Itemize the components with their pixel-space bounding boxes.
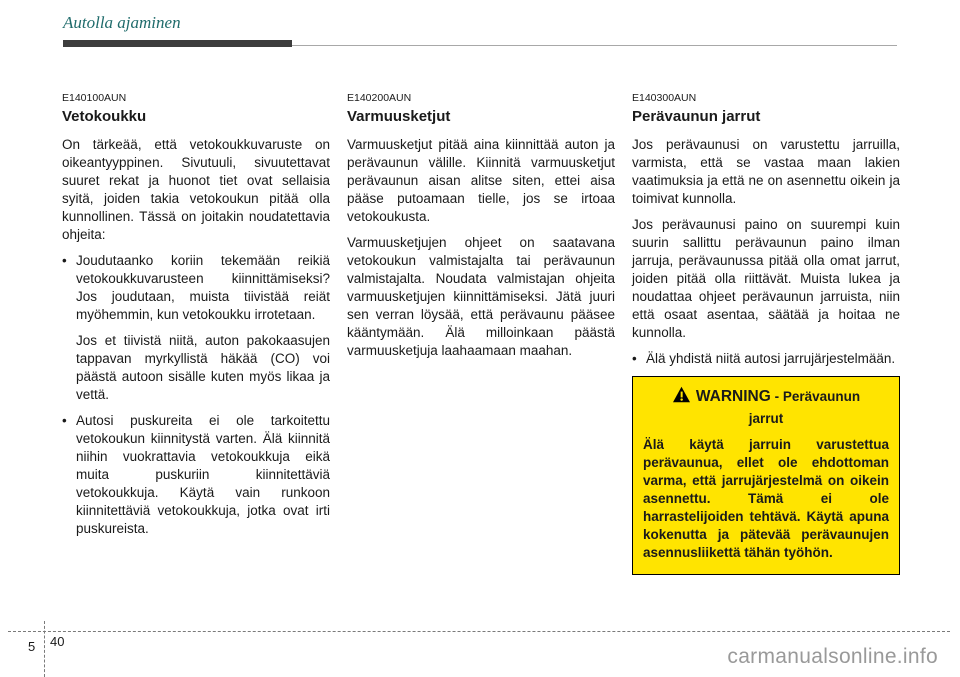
header-bar xyxy=(63,40,292,47)
section-code: E140100AUN xyxy=(62,92,127,104)
warning-title xyxy=(653,386,879,429)
warning-subtitle: - Perävaunun jarrut xyxy=(748,389,861,426)
paragraph: Jos perävaunusi paino on suurempi kuin suurin sallittu perävaunun paino ilman jarruja, perävaunussa pitää olla omat jarrut, joiden pitää olla riittävät. Muista lukea ja noudattaa ohjeet perävaunun jarruista, niin että osaat asentaa, säätää ja hoitaa ne kunnolla. xyxy=(632,217,900,340)
warning-body-text: Älä käytä jarruin varustettua perävaunua, ellet ole ehdottoman varma, että jarrujärjestelmä on oikein asennettu. Tämä ei ole harrastelijoiden tehtävä. Käytä apuna kokenutta ja pätevää perävaunujen asennusliikettä tähän työhön. xyxy=(643,437,889,560)
bullet-marker: • xyxy=(62,253,67,268)
footer-chapter-number: 5 xyxy=(28,639,36,654)
section-peravaunun-jarrut xyxy=(632,92,900,575)
bullet-item xyxy=(62,412,330,538)
page-title: Autolla ajaminen xyxy=(63,13,181,32)
footer-dashed-line xyxy=(8,631,950,632)
bullet-text: Joudutaanko koriin tekemään reikiä vetokoukkuvarusteen kiinnittämiseksi? Jos joudutaan, muista tiivistää reiät myöhemmin, kun vetokoukku irrotetaan. xyxy=(76,253,330,322)
footer-vertical-dashed-line xyxy=(44,621,45,677)
footer-page-number: 40 xyxy=(50,634,65,649)
paragraph: Varmuusketjujen ohjeet on saatavana vetokoukun valmistajalta tai perävaunun valmistajalta. Noudata valmistajan ohjeita varmuusketjujen kiinnittämiseksi. Jätä juuri sen verran löysää, että perävaunu pääsee kääntymään. Älä milloinkaan päästä varmuusketjuja laahaamaan maahan. xyxy=(347,235,615,358)
paragraph: Varmuusketjut pitää aina kiinnittää auton ja perävaunun välille. Kiinnitä varmuusketjut perävaunun aisan alitse siten, ettei aisa pääse putoamaan tielle, jos se irtoaa vetokoukusta. xyxy=(347,137,615,224)
section-vetokoukku xyxy=(62,92,330,575)
bullet-marker: • xyxy=(632,351,637,366)
warning-triangle-icon xyxy=(672,386,691,409)
header-rule xyxy=(292,45,897,46)
watermark: carmanualsonline.info xyxy=(727,645,938,668)
warning-label: WARNING xyxy=(695,388,771,405)
section-heading: Varmuusketjut xyxy=(347,108,451,125)
paragraph: On tärkeää, että vetokoukkuvaruste on oikeantyyppinen. Sivutuuli, sivuutettavat suuret rekat ja huonot tiet ovat sellaisia syitä, joiden takia vetokoukun pitää olla kunnollinen. Tässä on joitakin noudatettavia ohjeita: xyxy=(62,137,330,242)
section-code: E140300AUN xyxy=(632,92,697,104)
paragraph: Jos et tiivistä niitä, auton pakokaasujen tappavan myrkyllistä häkää (CO) voi päästä autoon sisälle kuten myös likaa ja vettä. xyxy=(76,333,330,402)
content-columns xyxy=(62,92,900,575)
paragraph: Jos perävaunusi on varustettu jarruilla, varmista, että se vastaa maan lakien vaatimuksia ja että ne on asennettu oikein ja toimivat kunnolla. xyxy=(632,137,900,206)
section-code: E140200AUN xyxy=(347,92,412,104)
warning-box xyxy=(632,376,900,575)
bullet-item xyxy=(62,252,330,324)
section-heading: Perävaunun jarrut xyxy=(632,108,761,125)
section-heading: Vetokoukku xyxy=(62,108,147,125)
bullet-item xyxy=(632,350,900,368)
bullet-marker: • xyxy=(62,413,67,428)
bullet-text: Autosi puskureita ei ole tarkoitettu vetokoukun kiinnitystä varten. Älä kiinnitä niihin vuokrattavia vetokoukkuja eikä muita puskuriin kiinnitettäviä vetokoukkuja. Käytä vain runkoon kiinnitettäviä vetokoukkuja, jotka ovat irti puskureista. xyxy=(76,413,330,536)
bullet-text: Älä yhdistä niitä autosi jarrujärjestelmään. xyxy=(646,351,896,366)
section-varmuusketjut xyxy=(347,92,615,575)
